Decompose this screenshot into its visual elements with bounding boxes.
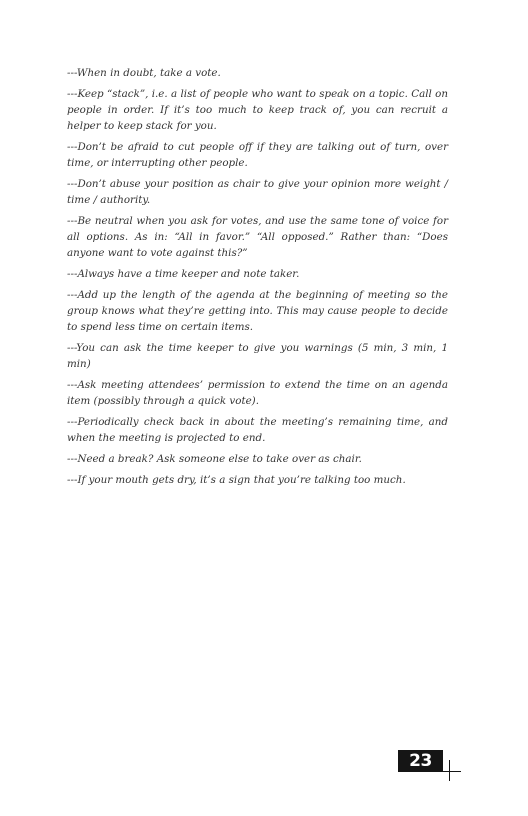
tips-list [67,65,448,493]
page-number: 23 [398,750,443,772]
tip-paragraph: ---Add up the length of the agenda at the beginning of meeting so the group knows what they’re getting into. This may cause people to decide to spend less time on certain items. [67,289,448,333]
tip-paragraph: ---Keep “stack”, i.e. a list of people who want to speak on a topic. Call on people in order. If it’s too much to keep track of, you can recruit a helper to keep stack for you. [67,88,448,132]
tip-paragraph: ---Need a break? Ask someone else to take over as chair. [67,453,362,465]
tip-paragraph: ---Ask meeting attendees’ permission to extend the time on an agenda item (possibly through a quick vote). [67,379,448,407]
tip-paragraph: ---You can ask the time keeper to give you warnings (5 min, 3 min, 1 min) [67,342,448,370]
tip-paragraph: ---Be neutral when you ask for votes, and use the same tone of voice for all options. As in: “All in favor.” “All opposed.” Rather than: “Does anyone want to vote against this?” [67,215,448,259]
tip-paragraph: ---When in doubt, take a vote. [67,67,221,79]
crop-mark-vertical [449,760,450,781]
crop-mark-horizontal [398,771,461,772]
tip-paragraph: ---Always have a time keeper and note taker. [67,268,300,280]
tip-paragraph: ---If your mouth gets dry, it’s a sign that you’re talking too much. [67,474,406,486]
tip-paragraph: ---Don’t be afraid to cut people off if they are talking out of turn, over time, or interrupting other people. [67,141,448,169]
tip-paragraph: ---Periodically check back in about the meeting’s remaining time, and when the meeting is projected to end. [67,416,448,444]
tip-paragraph: ---Don’t abuse your position as chair to give your opinion more weight / time / authority. [67,178,448,206]
